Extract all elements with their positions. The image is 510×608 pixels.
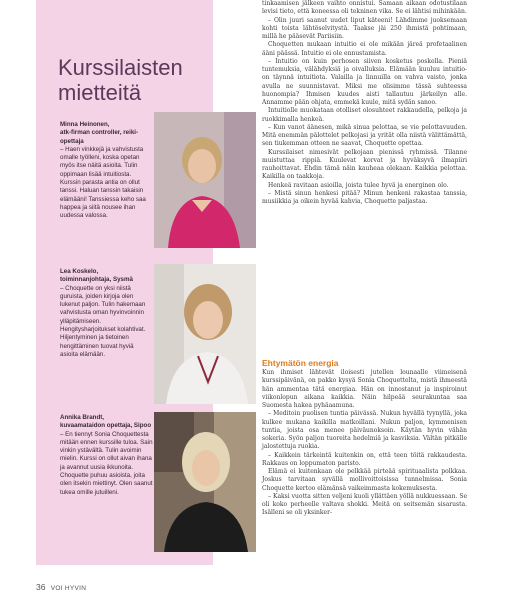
paragraph: – Intuitio on kuin perhosen siiven kosketus poskella. Pieniä tuntemuksia, välähdyksiä ja oivalluksia. Elämään kuuluu intuitio-on täynnä intuitiota. Valailla ja linnuilla on vahva vaisto, jonka avulla ne suunnistavat. Miksi me olisimme tässä suhteessa huonompia? Ihmisen kuudes aisti tallautuu järkeilyn alle. Annamme pään ohjata, emmekä kuule, mitä sydän sanoo. bbox=[262, 57, 467, 106]
photo-annika-brandt bbox=[154, 412, 256, 552]
paragraph: Kurssilaiset nimesivät pelkojaan pienissä ryhmissä. Tilanne muistuttaa rippiä. Kuulevat korvat ja hyväksyvä ilmapiiri rauhoittavat. Ehdin tämä näin kauheaa olekaan. Kaikkia pelottaa. Kaikilla on taakkoja. bbox=[262, 148, 467, 181]
paragraph: tinkaamisen jälkeen vaihto onnistui. Samaan aikaan odotustilaan levisi tieto, että koneessa oli tekninen vika. Se ei lähtisi mihinkään. bbox=[262, 0, 467, 16]
paragraph: – Olin juuri saanut uudet liput käteeni! Lähdimme juoksemaan kohti toista lähtöselvitystä. Taakse jäi 250 ihmistä pohtimaan, millä he pääsevät Pariisiin. bbox=[262, 16, 467, 40]
bio-quote: – En tiennyt Sonia Choquettesta mitään ennen kurssille tuloa. Sain vinkin ystävältä. Tulin avoimin mielin. Kurssi on ollut aivan ihana ja avannut uusia ikkunoita. Choquette puhuu asioista, joita olen itsekin miettinyt. Olen saanut tukea omille jutuilleni. bbox=[60, 430, 153, 496]
bio-role: atk-firman controller, reiki-opettaja bbox=[60, 129, 139, 145]
paragraph: – Mistä sinun henkesi pitää? Minun henkeni rakastaa tanssia, musiikkia ja oikein hyvää kahvia, Choquette paljastaa. bbox=[262, 189, 467, 205]
article-body-bottom bbox=[262, 369, 467, 518]
bio-name: Minna Heinonen, bbox=[60, 121, 110, 128]
paragraph: – Kaksi vuotta sitten veljeni kuoli yllättäen yöllä nukkuessaan. Se oli koko perheelle valtava shokki. Meitä on seitsemän sisarusta. Isälleni se oli yksinker- bbox=[262, 492, 467, 517]
paragraph: Henkeä ravitaan asioilla, joista tulee hyvä ja energinen olo. bbox=[268, 181, 449, 189]
paragraph: Intuitiolle muokataan otolliset olosuhteet rakkaudella, pelkoja ja ruokkimalla henkeä. bbox=[262, 107, 467, 123]
photo-lea-koskelo bbox=[154, 264, 256, 404]
bio-quote: – Haen vinkkejä ja vahvistusta omalle työlleni, koska opetan myös itse näitä asioita. Tulin oppimaan lisää intuitiosta. Kurssin parasta antia on ollut tanssi. Haluan tanssin takaisin elämääni! Tanssiessa keho saa happea ja siitä nousee ihan uudessa valossa. bbox=[60, 145, 146, 220]
bio-name: Annika Brandt, bbox=[60, 414, 105, 421]
bio-minna-heinonen bbox=[60, 121, 153, 221]
paragraph: Elämä ei kuitenkaan ole pelkkää pirteää spirituaalista polkkaa. Joskus tarvitaan syvällä mollivoittoisissa tunnelmissa. Sonia Choquette kertoo elämänsä vaikeimmasta kokemuksesta. bbox=[262, 468, 467, 492]
paragraph: Kun ihmiset lähtevät iloisesti jutellen lounaalle viimeisenä kurssipäivänä, on pakko kysyä Sonia Choquettelta, mistä ihmeestä hän ammentaa tätä energiaa. Hän on innostanut ja inspiroinut viikonlopun aikana kaikkia. Näin hilpeää seurakuntaa saa Suomesta hakea pyhäaamuna. bbox=[262, 369, 467, 409]
bio-annika-brandt bbox=[60, 414, 153, 497]
bio-role: kuvaamataidon opettaja, Sipoo bbox=[60, 422, 152, 430]
article-body-top bbox=[262, 0, 467, 206]
bio-quote: – Choquette on yksi niistä guruista, joiden kirjoja olen lukenut paljon. Tulin hakemaan vahvistusta oman hyvinvoinnin ylläpitämiseen. Hengitysharjoitukset kolahtivat. Hiljentyminen ja tietoinen hengittäminen tuovat hyviä asioita elämään. bbox=[60, 284, 146, 358]
paragraph: – Meditoin puolisen tuntia päivässä. Nukun hyvällä tyynyllä, joka kulkee mukana kaikilla matkoillani. Nukun paljon, kymmenisen tuntia, joista osa menee päiväunoksoin. Käytän hyvin vähän sokeria. Syön paljon tuoreita hedelmiä ja kasviksia. Vältän pitkälle jalostettuja ruokia. bbox=[262, 410, 467, 451]
bio-role: toiminnanjohtaja, Sysmä bbox=[60, 276, 133, 284]
magazine-brand: VOI HYVIN bbox=[50, 585, 87, 592]
bio-name: Lea Koskelo, bbox=[60, 268, 99, 275]
section-heading: Ehtymätön energia bbox=[262, 358, 339, 368]
paragraph: Choquetten mukaan intuitio ei ole mikään järeä profetaalinen ääni päässä. Intuitio ei ole ennustamista. bbox=[262, 41, 467, 57]
paragraph: – Kun vanot äänesen, mikä sinua pelottaa, se vie pelottavuuden. Mitä enemmän pälottelet pelkojasi ja yrität olla niistä välittämättä, sen tiukemman otteen ne saavat, Choquette opettaa. bbox=[262, 123, 467, 148]
bio-lea-koskelo bbox=[60, 268, 153, 359]
page-number: 36 bbox=[36, 582, 46, 592]
page-footer bbox=[36, 582, 86, 592]
paragraph: – Kaikkein tärkeintä kuitenkin on, että teen töitä rakkaudesta. Rakkaus on loppumaton paristo. bbox=[262, 451, 467, 467]
page-title: Kurssilaisten mietteitä bbox=[58, 55, 183, 105]
photo-minna-heinonen bbox=[154, 112, 256, 248]
